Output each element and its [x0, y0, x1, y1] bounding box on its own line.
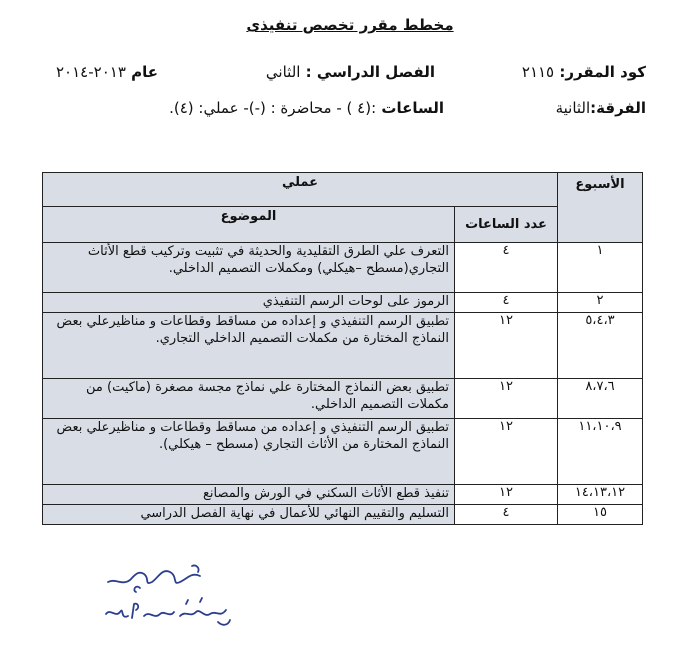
hours-cell: ٤	[455, 243, 558, 293]
week-cell: ٢	[558, 293, 643, 313]
topic-cell: الرموز على لوحات الرسم التنفيذي	[43, 293, 455, 313]
week-cell: ١١،١٠،٩	[558, 419, 643, 485]
table-row	[43, 293, 643, 313]
table-row	[43, 313, 643, 379]
table-row	[43, 379, 643, 419]
col-topic-header: الموضوع	[43, 207, 455, 243]
course-plan-table	[42, 172, 643, 525]
level: الفرقة:الثانية	[555, 99, 646, 117]
topic-cell: تنفيذ قطع الأثاث السكني في الورش والمصانع	[43, 485, 455, 505]
col-hours-header: عدد الساعات	[455, 207, 558, 243]
week-cell: ٥،٤،٣	[558, 313, 643, 379]
col-week-header: الأسبوع	[558, 173, 643, 243]
table-header-row	[43, 173, 643, 207]
topic-cell: تطبيق الرسم التنفيذي و إعداده من مساقط وقطاعات و مناظيرعلي بعض النماذج المختارة من الأثاث التجاري (مسطح – هيكلي).	[43, 419, 455, 485]
week-cell: ١	[558, 243, 643, 293]
week-cell: ١٥	[558, 505, 643, 525]
week-cell: ٨،٧،٦	[558, 379, 643, 419]
hours-cell: ٤	[455, 293, 558, 313]
table-subheader-row	[43, 207, 643, 243]
hours-cell: ١٢	[455, 313, 558, 379]
topic-cell: تطبيق الرسم التنفيذي و إعداده من مساقط وقطاعات و مناظيرعلي بعض النماذج المختارة من مكملات التصميم الداخلي التجاري.	[43, 313, 455, 379]
semester: الفصل الدراسي : الثاني	[265, 63, 435, 81]
page-title: مخطط مقرر تخصص تنفيذى	[246, 16, 454, 34]
handwritten-signature	[100, 560, 250, 630]
col-practical-header: عملي	[43, 173, 558, 207]
hours-cell: ١٢	[455, 485, 558, 505]
table-row	[43, 243, 643, 293]
table-row	[43, 505, 643, 525]
table-row	[43, 419, 643, 485]
hours-cell: ١٢	[455, 379, 558, 419]
topic-cell: تطبيق بعض النماذج المختارة علي نماذج مجسة مصغرة (ماكيت) من مكملات التصميم الداخلي.	[43, 379, 455, 419]
academic-year: عام ٢٠١٣-٢٠١٤	[56, 63, 158, 81]
course-code: كود المقرر: ٢١١٥	[521, 63, 646, 81]
topic-cell: التعرف علي الطرق التقليدية والحديثة في تثبيت وتركيب قطع الأثاث التجاري(مسطح –هيكلي) ومكملات التصميم الداخلي.	[43, 243, 455, 293]
hours-cell: ٤	[455, 505, 558, 525]
hours-cell: ١٢	[455, 419, 558, 485]
topic-cell: التسليم والتقييم النهائي للأعمال في نهاية الفصل الدراسي	[43, 505, 455, 525]
week-cell: ١٤،١٣،١٢	[558, 485, 643, 505]
table-row	[43, 485, 643, 505]
hours-summary: الساعات :(٤ ) - محاضرة : (-)- عملي: (٤).	[169, 99, 444, 117]
